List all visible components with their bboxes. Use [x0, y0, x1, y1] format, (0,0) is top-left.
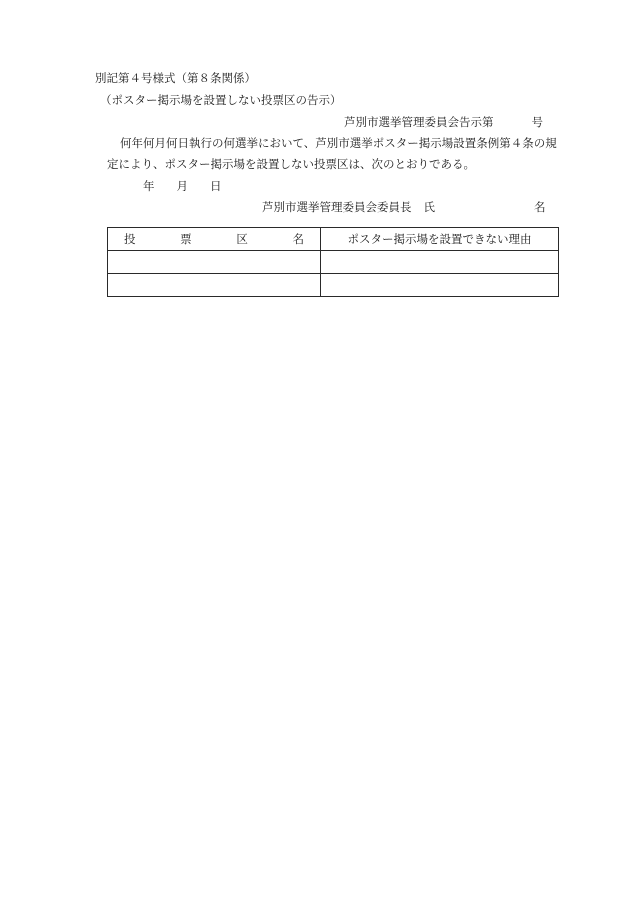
precinct-name-cell — [108, 251, 321, 274]
signer-mei: 名 — [534, 200, 546, 214]
body-text-line-2: 定により、ポスター掲示場を設置しない投票区は、次のとおりである。 — [107, 157, 475, 171]
header-char: 投 — [124, 232, 136, 246]
table-row — [108, 274, 559, 297]
header-precinct-name — [108, 228, 321, 251]
header-char: 区 — [236, 232, 248, 246]
table-row — [108, 251, 559, 274]
signer-shi: 氏 — [423, 200, 435, 214]
date-month-label: 月 — [176, 179, 188, 193]
signer-line — [262, 199, 546, 215]
notice-number-suffix: 号 — [531, 115, 543, 129]
precinct-table — [107, 227, 559, 297]
notice-title: （ポスター掲示場を設置しない投票区の告示） — [100, 93, 342, 107]
header-char: 名 — [292, 232, 304, 246]
body-text-line-1: 何年何月何日執行の何選挙において、芦別市選挙ポスター掲示場設置条例第４条の規 — [120, 136, 557, 150]
date-day-label: 日 — [210, 179, 222, 193]
date-line — [143, 178, 222, 194]
notice-number-prefix: 芦別市選挙管理委員会告示第 — [344, 115, 494, 129]
signer-title: 芦別市選挙管理委員会委員長 — [262, 200, 412, 214]
header-reason: ポスター掲示場を設置できない理由 — [321, 228, 559, 251]
date-year-label: 年 — [143, 179, 155, 193]
reason-cell — [321, 251, 559, 274]
reason-cell — [321, 274, 559, 297]
form-number: 別記第４号様式（第８条関係） — [95, 71, 256, 85]
table-header-row — [108, 228, 559, 251]
precinct-name-cell — [108, 274, 321, 297]
notice-number-line — [344, 114, 543, 130]
header-char: 票 — [180, 232, 192, 246]
